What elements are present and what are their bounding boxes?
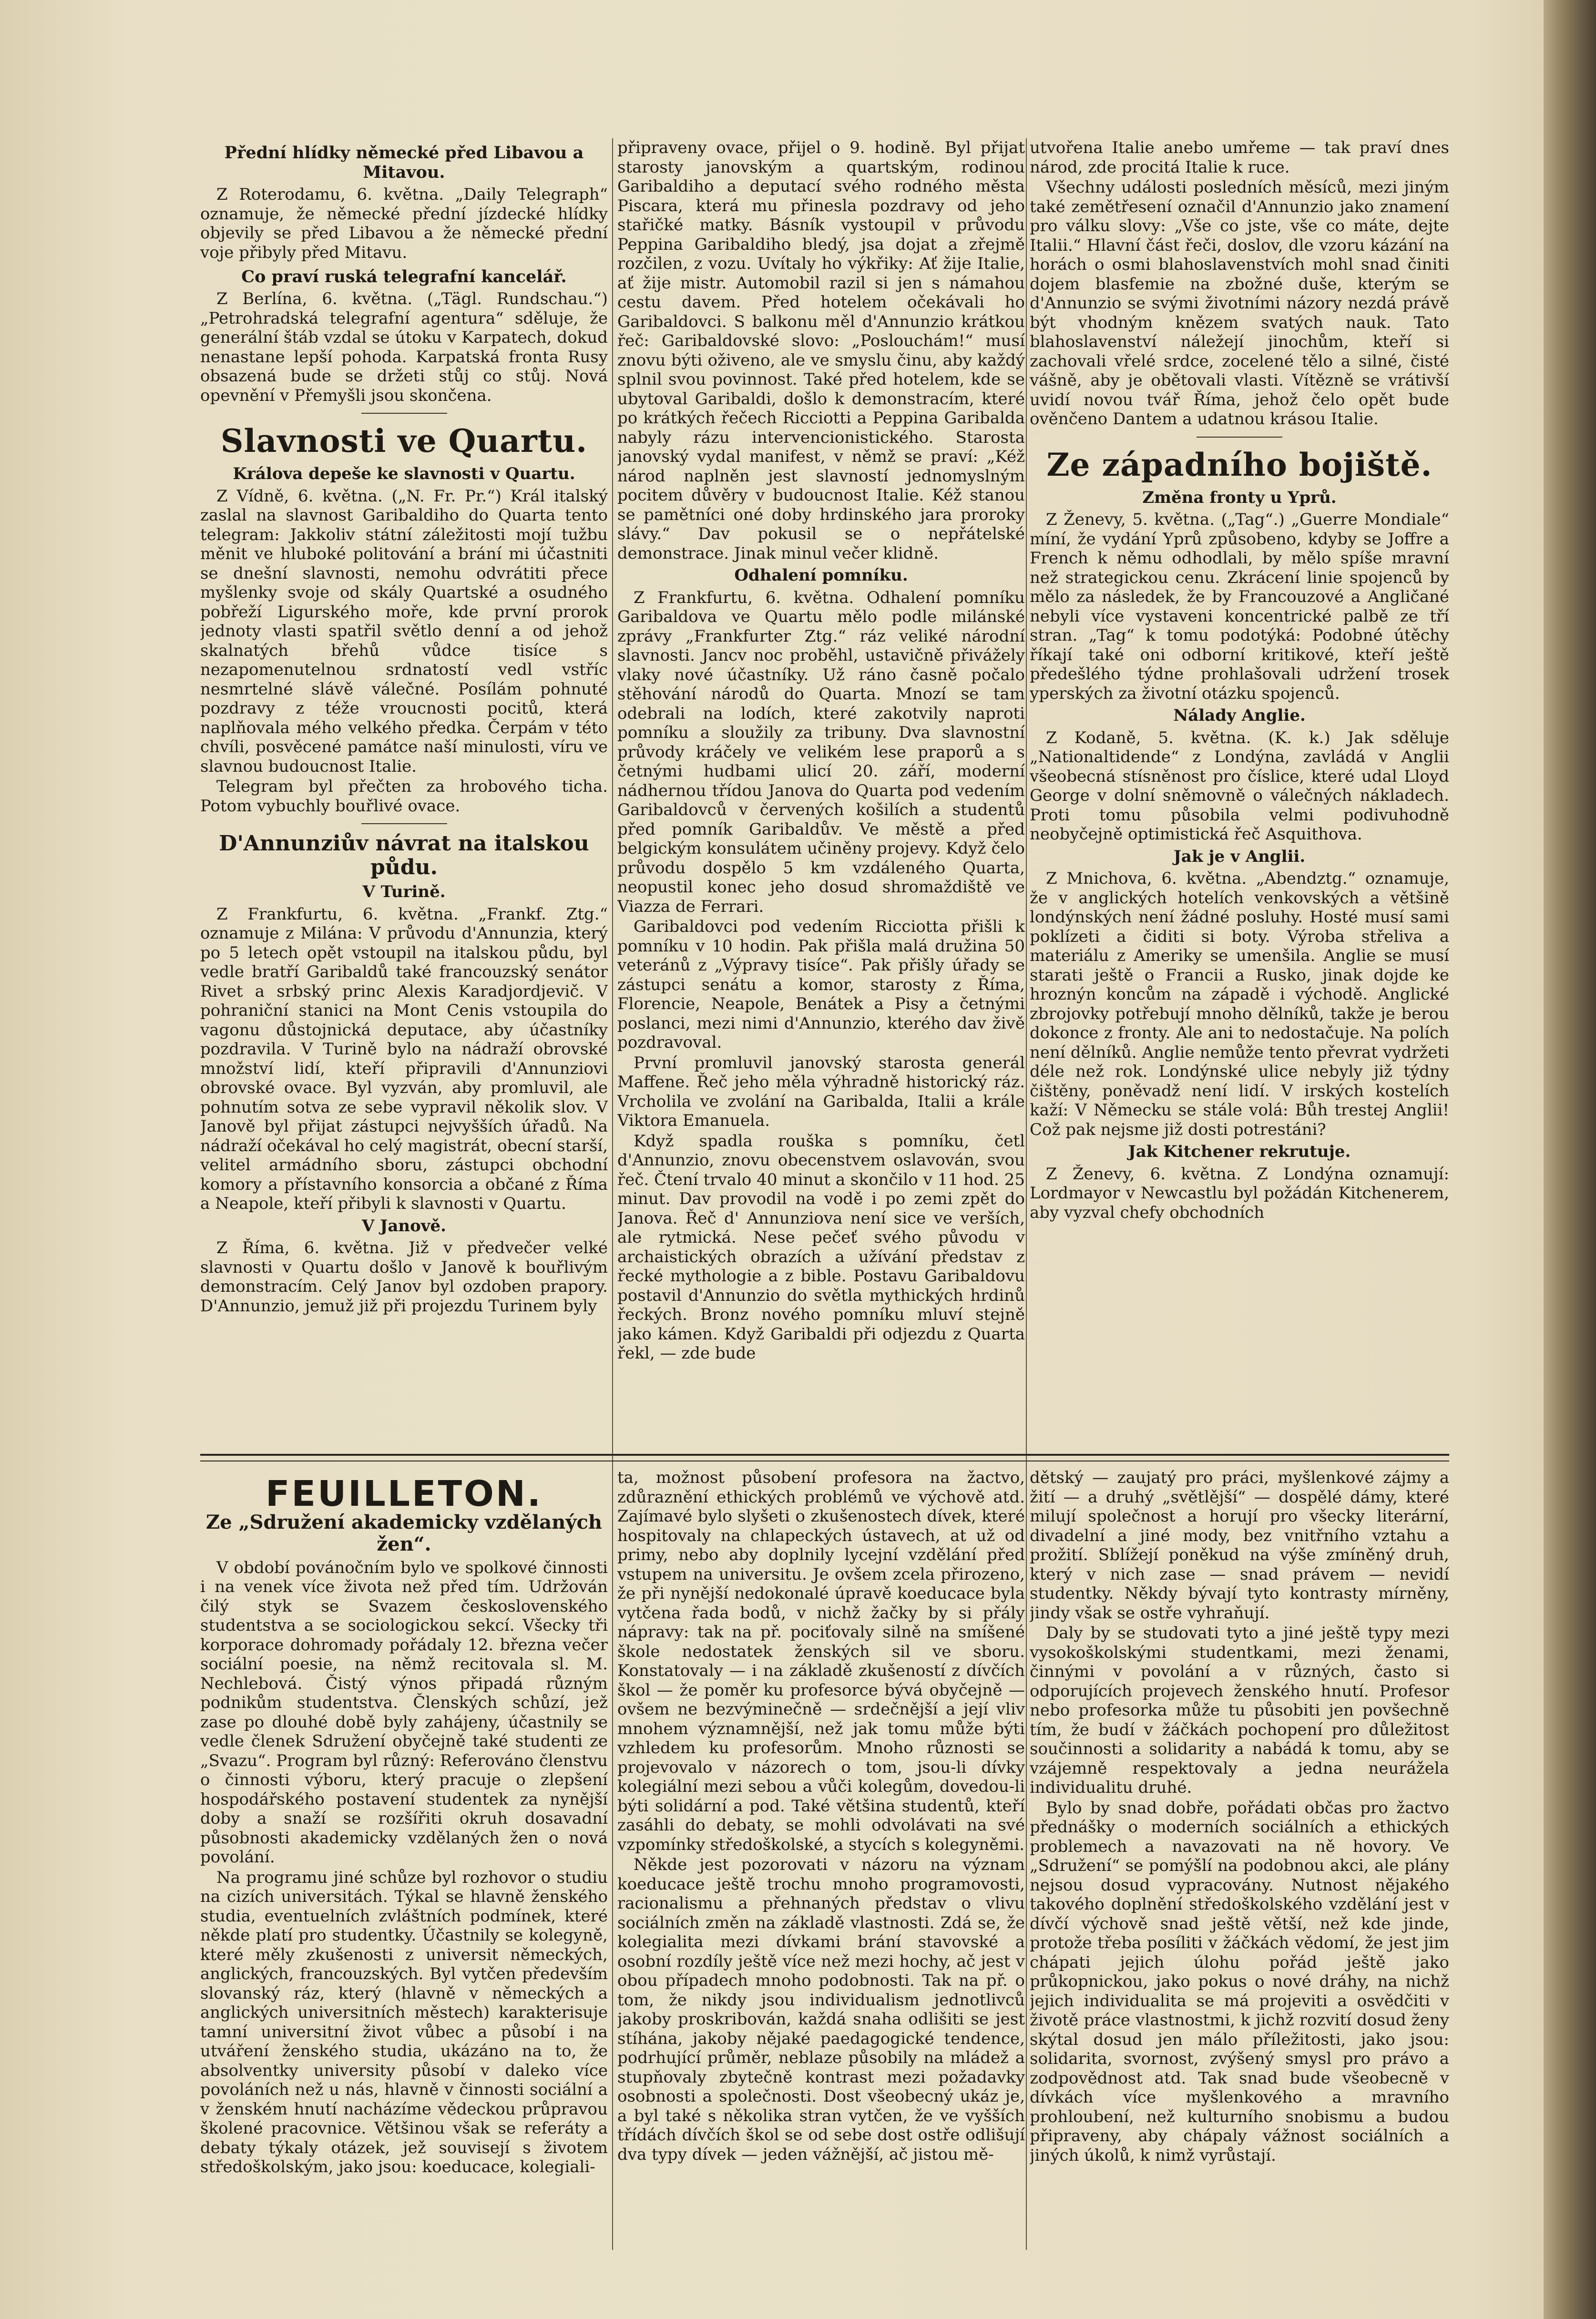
subheadline: Jak Kitchener rekrutuje. [1128, 1142, 1351, 1161]
article-paragraph: Někde jest pozorovati v názoru na význam koeducace ještě trochu mnoho programovosti, racionalismu a přehnaných představ o vlivu sociálních změn na základě vlastnosti. Zdá se, že kolegialita mezi dívkami brání stavovské a osobní rozdíly ještě více než mezi hochy, ač jest v obou případech mnoho podobnosti. Tak na př. o tom, že nikdy jsou individualism jednotlivců jakoby proskribován, každá snaha odlišiti se jest stíhána, jakoby nějaké paedagogické tendence, podrhující průměr, neblaze působily na mládež a stupňovaly zbytečně kontrast mezi požadavky osobnosti a společnosti. Dost všeobecný ukáz je, a byl také s několika stran vytčen, že ve vyšších třídách dívčích škol se od sebe dost ostře odlišují dva typy dívek — jeden vážnější, ač jistou mě- [617, 1855, 1025, 2164]
article-paragraph: Garibaldovci pod vedením Ricciotta přišli k pomníku v 10 hodin. Pak přišla malá družina 50 veteránů z „Výpravy tisíce“. Pak přišly úřady se zástupci senátu a komor, starosty z Říma, Florencie, Neapole, Benátek a Pisy a četnými poslanci, mezi nimi d'Annunzio, kterého dav živě pozdravoval. [617, 917, 1025, 1052]
divider [1197, 437, 1282, 438]
subheadline: Králova depeše ke slavnosti v Quartu. [233, 464, 575, 483]
column-rule [612, 138, 613, 2250]
feuilleton-title: FEUILLETON. [265, 1473, 542, 1514]
subheadline: V Janově. [362, 1216, 446, 1236]
article-paragraph: Z Říma, 6. května. Již v předvečer velké slavnosti v Quartu došlo v Janově k bouřlivým demonstracím. Celý Janov byl ozdoben prapory. D'Annunzio, jemuž již při projezdu Turinem byly [200, 1238, 608, 1316]
subheadline: Odhalení pomníku. [734, 566, 908, 585]
article-paragraph: První promluvil janovský starosta generál Maffene. Řeč jeho měla výhradně historický ráz. Vrcholila ve zvolání na Garibalda, Italii a krále Viktora Emanuela. [617, 1053, 1025, 1130]
subheadline: Změna fronty u Yprů. [1142, 488, 1337, 507]
article-paragraph: Z Mnichova, 6. května. „Abendztg.“ oznamuje, že v anglických hotelích venkovských a většině londýnských není žádné posluhy. Hosté musí sami poklízeti a čiditi si boty. Výroba střeliva a materiálu z Ameriky se umenšila. Anglie se musí starati ještě o Francii a Rusko, jinak dojde ke hroznýn koncům na západě i východě. Anglické zbrojovky potřebují mnoho dělníků, takže je berou dokonce z fronty. Ale ani to nedostačuje. Na polích není dělníků. Anglie nemůže tento převrat vydržeti déle než rok. Londýnské ulice nebyly již týdny čištěny, poněvadž není lidí. V irských kostelích kaží: V Německu se stále volá: Bůh trestej Anglii! Což pak nejsme již dosti potrestáni? [1030, 869, 1449, 1139]
article-paragraph: Z Ženevy, 5. května. („Tag“.) „Guerre Mondiale“ míní, že vydání Yprů způsobeno, kdyby se Joffre a French k němu odhodlali, by mělo spíše mravní než strategickou cenu. Zkrácení linie spojenců by mělo za následek, že by Francouzové a Angličané nebyli více vystaveni koncentrické palbě ze tří stran. „Tag“ k tomu podotýká: Podobné útěchy říkají také oni odborní kritikové, kteří ještě předešlého týdne prohlašovali udržení trosek yperských za životní otázku spojenců. [1030, 510, 1449, 703]
article-paragraph: Když spadla rouška s pomníku, četl d'Annunzio, znovu obecenstvem oslavován, svou řeč. Čtení trvalo 40 minut a skončilo v 11 hod. 25 minut. Dav provodil na vodě i po zemi zpět do Janova. Řeč d' Annunziova není sice ve verších, ale rytmická. Nese pečeť svého původu v archaistických obrazích a užívání představ z řecké mythologie a z bible. Postavu Garibaldovu postavil d'Annunzio do světla mythických hrdinů řeckých. Bronz nového pomníku mluví stejně jako kámen. Když Garibaldi při odjezdu z Quarta řekl, — zde bude [617, 1131, 1025, 1363]
feuilleton-column-3 [1030, 1468, 1449, 2250]
article-paragraph: Z Frankfurtu, 6. května. Odhalení pomníku Garibaldova ve Quartu mělo podle milánské zprávy „Frankfurter Ztg.“ ráz veliké národní slavnosti. Jancv noc proběhl, ustavičně přivážely vlaky nové účastníky. Už ráno časně počalo stěhování národů do Quarta. Mnozí se tam odebrali na lodích, které zakotvily naproti pomníku a sloužily za tribuny. Dva slavnostní průvody kráčely ve velikém lese praporů a s četnými hudbami ulicí 20. září, moderní nádhernou třídou Janova do Quarta pod vedením Garibaldovců v červených košilích a studentů před pomník Garibaldův. Ve městě a před belgickým konsulátem učiněny projevy. Když čelo průvodu dospělo 5 km vzdáleného Quarta, neopustil konec jeho dosud shromaždiště ve Viazza de Ferrari. [617, 588, 1025, 916]
article-paragraph: utvořena Italie anebo umřeme — tak praví dnes národ, zde procitá Italie k ruce. [1030, 138, 1449, 177]
column-3 [1030, 138, 1449, 1463]
article-paragraph: ta, možnost působení profesora na žactvo, zdůraznění ethických problémů ve výchově atd. Zajímavé bylo slyšeti o zkušenostech dívek, které hospitovaly na chlapeckých ústavech, at už od primy, nebo aby doplnily lycejní vzdělání před vstupem na universitu. Je ovšem zcela přirozeno, že při nynější nedokonalé úpravě koeducace byla vytčena řada bodů, v nichž žačky by si přály nápravy: tak na př. pociťovaly silně na smíšené škole nedostatek ženských sil ve sboru. Konstatovaly — i na základě zkušeností z dívčích škol — že poměr ku profesorce bývá obyčejně — ovšem ne bezvýminečně — srdečnější a její vliv mnohem významnější, než jak tomu může býti vzhledem ku profesorům. Mnoho různosti se projevovalo v názorech o tom, jsou-li dívky kolegiální mezi sebou a vůči kolegům, dovedou-li býti solidární a pod. Také většina studentů, kteří zasáhli do debaty, se mohli odvolávati na své vzpomínky středoškolské, a stycích s kolegyněmi. [617, 1468, 1025, 1854]
subheadline: V Turině. [362, 882, 446, 901]
divider [361, 823, 447, 824]
column-rule [1026, 138, 1027, 2250]
article-paragraph: Z Vídně, 6. května. („N. Fr. Pr.“) Král italský zaslal na slavnost Garibaldiho do Quarta tento telegram: Jakkoliv státní záležitosti mojí tužbu měnit ve hluboké politování a brání mi účastniti se dnešní slavnosti, nemohu odvrátiti přece myšlenky svoje od skály Quartské a osudného pobřeží Ligurského moře, kde první prorok jednoty vlasti spatřil světlo denní a od jehož skalnatých břehů vůdce tisíce s nezapomenutelnou srdnatostí vedl vstříc nesmrtelné slávě válečné. Posílám pohnuté pozdravy z téže vroucnosti pocitů, která naplňovala mého velkého předka. Čerpám v této chvíli, posvěcené památce naší minulosti, víru ve slavnou budoucnost Italie. [200, 486, 608, 776]
headline: Co praví ruská telegrafní kancelář. [241, 267, 567, 286]
article-paragraph: Na programu jiné schůze byl rozhovor o studiu na cizích universitách. Týkal se hlavně ženského studia, eventuelních zvláštních podmínek, které někde platí pro studentky. Účastnily se kolegyně, které měly zkušenosti z universit německých, anglických, francouzských. Byl vytčen především slovanský ráz, který (hlavně v německých a anglických universitních městech) karakterisuje tamní universitní život vůbec a působí i na utváření ženského studia, ukázáno na to, že absolventky university působí v daleko více povoláních než u nás, hlavně v činnosti sociální a v ženském hnutí nacházíme vědeckou průpravou školené pracovnice. Většinou však se referáty a debaty týkaly otázek, jež souvisejí s životem středoškolským, jako jsou: koeducace, kolegiali- [200, 1868, 608, 2176]
article-paragraph: Z Kodaně, 5. května. (K. k.) Jak sděluje „Nationaltidende“ z Londýna, zavládá v Anglii všeobecná stísněnost pro číslice, které udal Lloyd George v dolní sněmovně o válečných nákladech. Proti tomu působila velmi podivuhodně neobyčejně optimistická řeč Asquithova. [1030, 728, 1449, 844]
article-paragraph: Z Ženevy, 6. května. Z Londýna oznamují: Lordmayor v Newcastlu byl požádán Kitchenerem, aby vyzval chefy obchodních [1030, 1164, 1449, 1222]
feuilleton-subtitle: Ze „Sdružení akademicky vzdělaných žen“. [206, 1511, 602, 1555]
article-paragraph: Z Roterodamu, 6. května. „Daily Telegraph“ oznamuje, že německé přední jízdecké hlídky objevily se před Libavou a že německé přední voje přibyly před Mitavu. [200, 185, 608, 262]
feuilleton-rule [200, 1454, 1449, 1461]
article-paragraph: Telegram byl přečten za hrobového ticha. Potom vybuchly bouřlivé ovace. [200, 777, 608, 816]
section-headline: D'Annunziův návrat na italskou půdu. [219, 831, 589, 879]
article-paragraph: Z Berlína, 6. května. („Tägl. Rundschau.“) „Petrohradská telegrafní agentura“ sděluje, že generální štáb vzdal se útoku v Karpatech, dokud nenastane lepší pohoda. Karpatská fronta Rusy obsazená bude se držeti stůj co stůj. Nová opevnění v Přemyšli jsou skončena. [200, 289, 608, 405]
article-paragraph: připraveny ovace, přijel o 9. hodině. Byl přijat starosty janovským a quartským, rodinou Garibaldiho a deputací svého rodného města Piscara, která mu přinesla pozdravy od jeho stařičké matky. Básník vystoupil v průvodu Peppina Garibaldiho bledý, jsa dojat a zřejmě rozčilen, z vozu. Uvítaly ho výkřiky: Ať žije Italie, ať žije mistr. Automobil razil si jen s námahou cestu davem. Před hotelem očekávali ho Garibaldovci. S balkonu měl d'Annunzio krátkou řeč: Garibaldovské slovo: „Poslouchám!“ musí znovu býti oživeno, ale ve smyslu činu, aby každý splnil svou povinnost. Také před hotelem, kde se ubytoval Garibaldi, došlo k demonstracím, které po krátkých řečech Ricciotti a Peppina Garibalda nabyly rázu intervencionistického. Starosta janovský vydal manifest, v němž se praví: „Kéž národ naplněn jest slavností jednomyslným pocitem důvěry v budoucnost Italie. Kéž stanou se pamětníci oné doby hrdinského jara proroky slávy.“ Dav pokusil se o nepřátelské demonstrace. Jinak minul večer klidně. [617, 138, 1025, 563]
headline: Přední hlídky německé před Libavou a Mitavou. [224, 143, 584, 182]
column-2 [617, 138, 1025, 1463]
article-paragraph: dětský — zaujatý pro práci, myšlenkové zájmy a žití — a druhý „světlější“ — dospělé dámy, které milují společnost a horují pro všecky literární, divadelní a jiné mody, bez vnitřního vztahu a prožití. Sblížejí poněkud na výše zmíněný druh, který v nich zase — snad právem — nevidí studentky. Někdy bývají tyto kontrasty mírněny, jindy však se ostře vyhraňují. [1030, 1468, 1449, 1623]
article-paragraph: Bylo by snad dobře, pořádati občas pro žactvo přednášky o moderních sociálních a ethických problemech a navazovati na ně hovory. Ve „Sdružení“ se pomýšlí na podobnou akci, ale plány nejsou dosud vypracovány. Nutnost nějakého takového doplnění středoškolského vzdělání jest v dívčí výchově snad ještě větší, než kde jinde, protože třeba posíliti v žáčkách vědomí, že jest jim chápati jejich úlohu pořád ještě jako průkopnickou, jako pokus o nové dráhy, na nichž jejich individualita se má projeviti a osvědčiti v životě práce vlastnostmi, k jichž rozvití dosud ženy skýtal dosud jen málo příležitosti, jako jsou: solidarita, svornost, zvýšený smysl pro právo a zodpovědnost atd. Tak snad bude všeobecně v dívkách více myšlenkového a mravního prohloubení, než kulturního snobismu a budou připraveny, aby chápaly vážnost sociálních a jiných úkolů, k nimž vyrůstají. [1030, 1798, 1449, 2165]
feuilleton-column-1 [200, 1468, 608, 2250]
article-paragraph: V období povánočním bylo ve spolkové činnosti i na venek více života než před tím. Udržován čilý styk se Svazem československého studentstva a se sociologickou sekcí. Všecky tři korporace dohromady pořádaly 12. března večer sociální poesie, na němž recitovala sl. M. Nechlebová. Čistý výnos připadá různým podnikům studentstva. Členských schůzí, jež zase po dlouhé době byly zahájeny, účastnily se vedle členek Sdružení obyčejně také studenti ze „Svazu“. Program byl různý: Referováno členstvu o činnosti výboru, který pracuje o zlepšení hospodářského postavení studentek za nynější doby a snaží se rozšířiti okruh dosavadní působnosti akademicky vzdělaných žen o nová povolání. [200, 1558, 608, 1867]
column-1 [200, 138, 608, 1463]
section-headline: Ze západního bojiště. [1046, 446, 1432, 483]
subheadline: Nálady Anglie. [1173, 706, 1306, 725]
article-paragraph: Z Frankfurtu, 6. května. „Frankf. Ztg.“ oznamuje z Milána: V průvodu d'Annunzia, který po 5 letech opět vstoupil na italskou půdu, byl vedle bratří Garibaldů také francouzský senátor Rivet a srbský princ Alexis Karadjordjevič. V pohraniční stanici na Mont Cenis vstoupila do vagonu důstojnická deputace, aby účastníky pozdravila. V Turině bylo na nádraží obrovské množství lidí, kteří připravili d'Annunziovi obrovské ovace. Byl vyzván, aby promluvil, ale pohnutím sotva ze sebe vypravil několik slov. V Janově byl přijat zástupci nejvyšších úřadů. Na nádraží očekával ho celý magistrát, obecní starší, velitel armádního sboru, zástupci obchodní komory a přístavního konsorcia a občané z Říma a Neapole, kteří přibyli k slavnosti v Quartu. [200, 904, 608, 1213]
article-paragraph: Všechny události posledních měsíců, mezi jiným také zemětřesení označil d'Annunzio jako znamení pro válku slovy: „Vše co jste, vše co máte, dejte Italii.“ Hlavní část řeči, doslov, dle vzoru kázání na horách o osmi blahoslavenstvích mohl snad činiti dojem blasfemie na zbožné duše, kterým se d'Annunzio se svými životními názory nezdá právě být vhodným knězem svatých nauk. Tato blahoslavenství náležejí jinochům, kteří si zachovali vřelé srdce, zocelené tělo a silné, čisté vášně, aby je obětovali vlasti. Vítězně se vrátivší uvidí novou tvář Říma, jehož čelo opět bude ověnčeno Dantem a udatnou krásou Italie. [1030, 178, 1449, 429]
divider [361, 413, 447, 414]
subheadline: Jak je v Anglii. [1173, 847, 1306, 866]
feuilleton-column-2 [617, 1468, 1025, 2250]
binding-edge [1544, 0, 1596, 2319]
article-paragraph: Daly by se studovati tyto a jiné ještě typy mezi vysokoškolskými studentkami, mezi ženami, činnými v povolání a v různých, často si odporujících projevech ženského hnutí. Profesor nebo profesorka může tu působiti jen povšechně tím, že budí v žáčkách pochopení pro důležitost součinnosti a solidarity a nabádá k tomu, aby se vzájemně respektovaly a jedna neurážela individualitu druhé. [1030, 1624, 1449, 1797]
section-headline: Slavnosti ve Quartu. [220, 422, 588, 460]
